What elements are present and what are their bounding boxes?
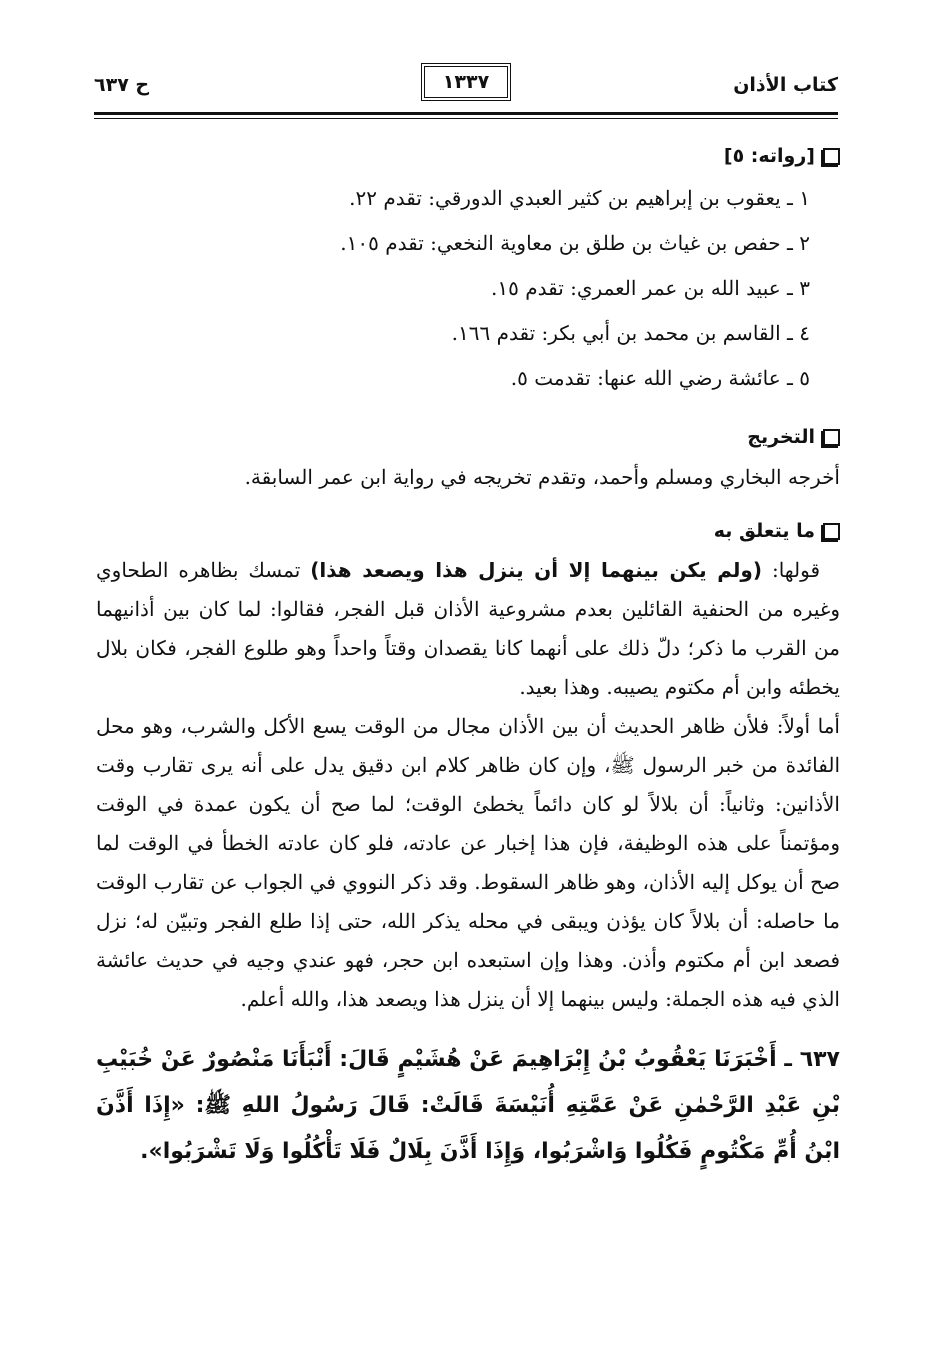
hadith-text: ٦٣٧ ـ أَخْبَرَنَا يَعْقُوبُ بْنُ إِبْرَاهِيمَ عَنْ هُشَيْمٍ قَالَ: أَنْبَأَنَا مَنْصُورٌ عَنْ خُبَيْبِ بْنِ عَبْدِ الرَّحْمٰنِ عَنْ عَمَّتِهِ أُنَيْسَةَ قَالَتْ: قَالَ رَسُولُ اللهِ ﷺ: «إِذَا أَذَّنَ ابْنُ أُمِّ مَكْتُومٍ فَكُلُوا وَاشْرَبُوا، وَإِذَا أَذَّنَ بِلَالٌ فَلَا تَأْكُلُوا وَلَا تَشْرَبُوا». bbox=[96, 1047, 840, 1164]
hadith-reference: ح ٦٣٧ bbox=[94, 74, 150, 96]
book-title: كتاب الأذان bbox=[733, 74, 838, 96]
commentary-quote: (ولم يكن بينهما إلا أن ينزل هذا ويصعد هذا) bbox=[310, 558, 762, 582]
section-heading-text: [رواته: ٥] bbox=[723, 145, 815, 167]
page-number: ١٣٣٧ bbox=[424, 66, 508, 98]
narrator-item: ١ ـ يعقوب بن إبراهيم بن كثير العبدي الدورقي: تقدم ٢٢. bbox=[349, 186, 810, 210]
section-heading-text: التخريج bbox=[747, 426, 815, 448]
commentary-intro: قولها: bbox=[762, 558, 821, 582]
section-heading-text: ما يتعلق به bbox=[713, 520, 815, 542]
checkbox-bullet-icon bbox=[823, 523, 840, 540]
header-rule-thick bbox=[94, 112, 838, 115]
header-rule-thin bbox=[94, 118, 838, 119]
commentary-paragraph bbox=[96, 551, 840, 707]
commentary-paragraph-2: أما أولاً: فلأن ظاهر الحديث أن بين الأذان مجال من الوقت يسع الأكل والشرب، وهو محل الفائدة من خبر الرسول ﷺ، وإن كان ظاهر كلام ابن دقيق يدل على أنه يرى تقارب وقت الأذانين: وثانياً: أن بلالاً لو كان دائماً يخطئ الوقت؛ لما صح أن يكون عمدة في الوقت ومؤتمناً على هذه الوظيفة، فإن هذا إخبار عن عادته، فلو كان عادته الخطأ في الوقت لما صح أن يوكل إليه الأذان، وهو ظاهر السقوط. وقد ذكر النووي في الجواب عن تقارب الوقت ما حاصله: أن بلالاً كان يؤذن ويبقى في محله يذكر الله، حتى إذا طلع الفجر وتبيّن له؛ نزل فصعد ابن أم مكتوم وأذن. وهذا وإن استبعده ابن حجر، فهو عندي وجيه في حديث عائشة الذي فيه هذه الجملة: وليس بينهما إلا أن ينزل هذا ويصعد هذا، والله أعلم. bbox=[96, 714, 840, 1011]
narrator-item: ٤ ـ القاسم بن محمد بن أبي بكر: تقدم ١٦٦. bbox=[451, 321, 810, 345]
checkbox-bullet-icon bbox=[823, 429, 840, 446]
narrator-item: ٢ ـ حفص بن غياث بن طلق بن معاوية النخعي: تقدم ١٠٥. bbox=[340, 231, 810, 255]
takhrij-paragraph: أخرجه البخاري ومسلم وأحمد، وتقدم تخريجه في رواية ابن عمر السابقة. bbox=[244, 465, 840, 489]
page-content bbox=[96, 136, 840, 1175]
commentary-body: تمسك بظاهره الطحاوي وغيره من الحنفية القائلين بعدم مشروعية الأذان قبل الفجر، فقالوا: لما كان بين أذانيهما من القرب ما ذكر؛ دلّ ذلك على أنهما كانا يقصدان وقتاً واحداً وهو طلوع الفجر، فكان بلال يخطئه وابن أم مكتوم يصيبه. وهذا بعيد. bbox=[96, 558, 840, 699]
checkbox-bullet-icon bbox=[823, 148, 840, 165]
section-heading-rowat bbox=[96, 136, 840, 176]
narrators-list bbox=[96, 176, 840, 401]
running-header bbox=[94, 66, 838, 106]
narrator-item: ٣ ـ عبيد الله بن عمر العمري: تقدم ١٥. bbox=[491, 276, 810, 300]
section-heading-takhrij bbox=[96, 417, 840, 457]
section-heading-commentary bbox=[96, 511, 840, 551]
narrator-item: ٥ ـ عائشة رضي الله عنها: تقدمت ٥. bbox=[510, 366, 810, 390]
